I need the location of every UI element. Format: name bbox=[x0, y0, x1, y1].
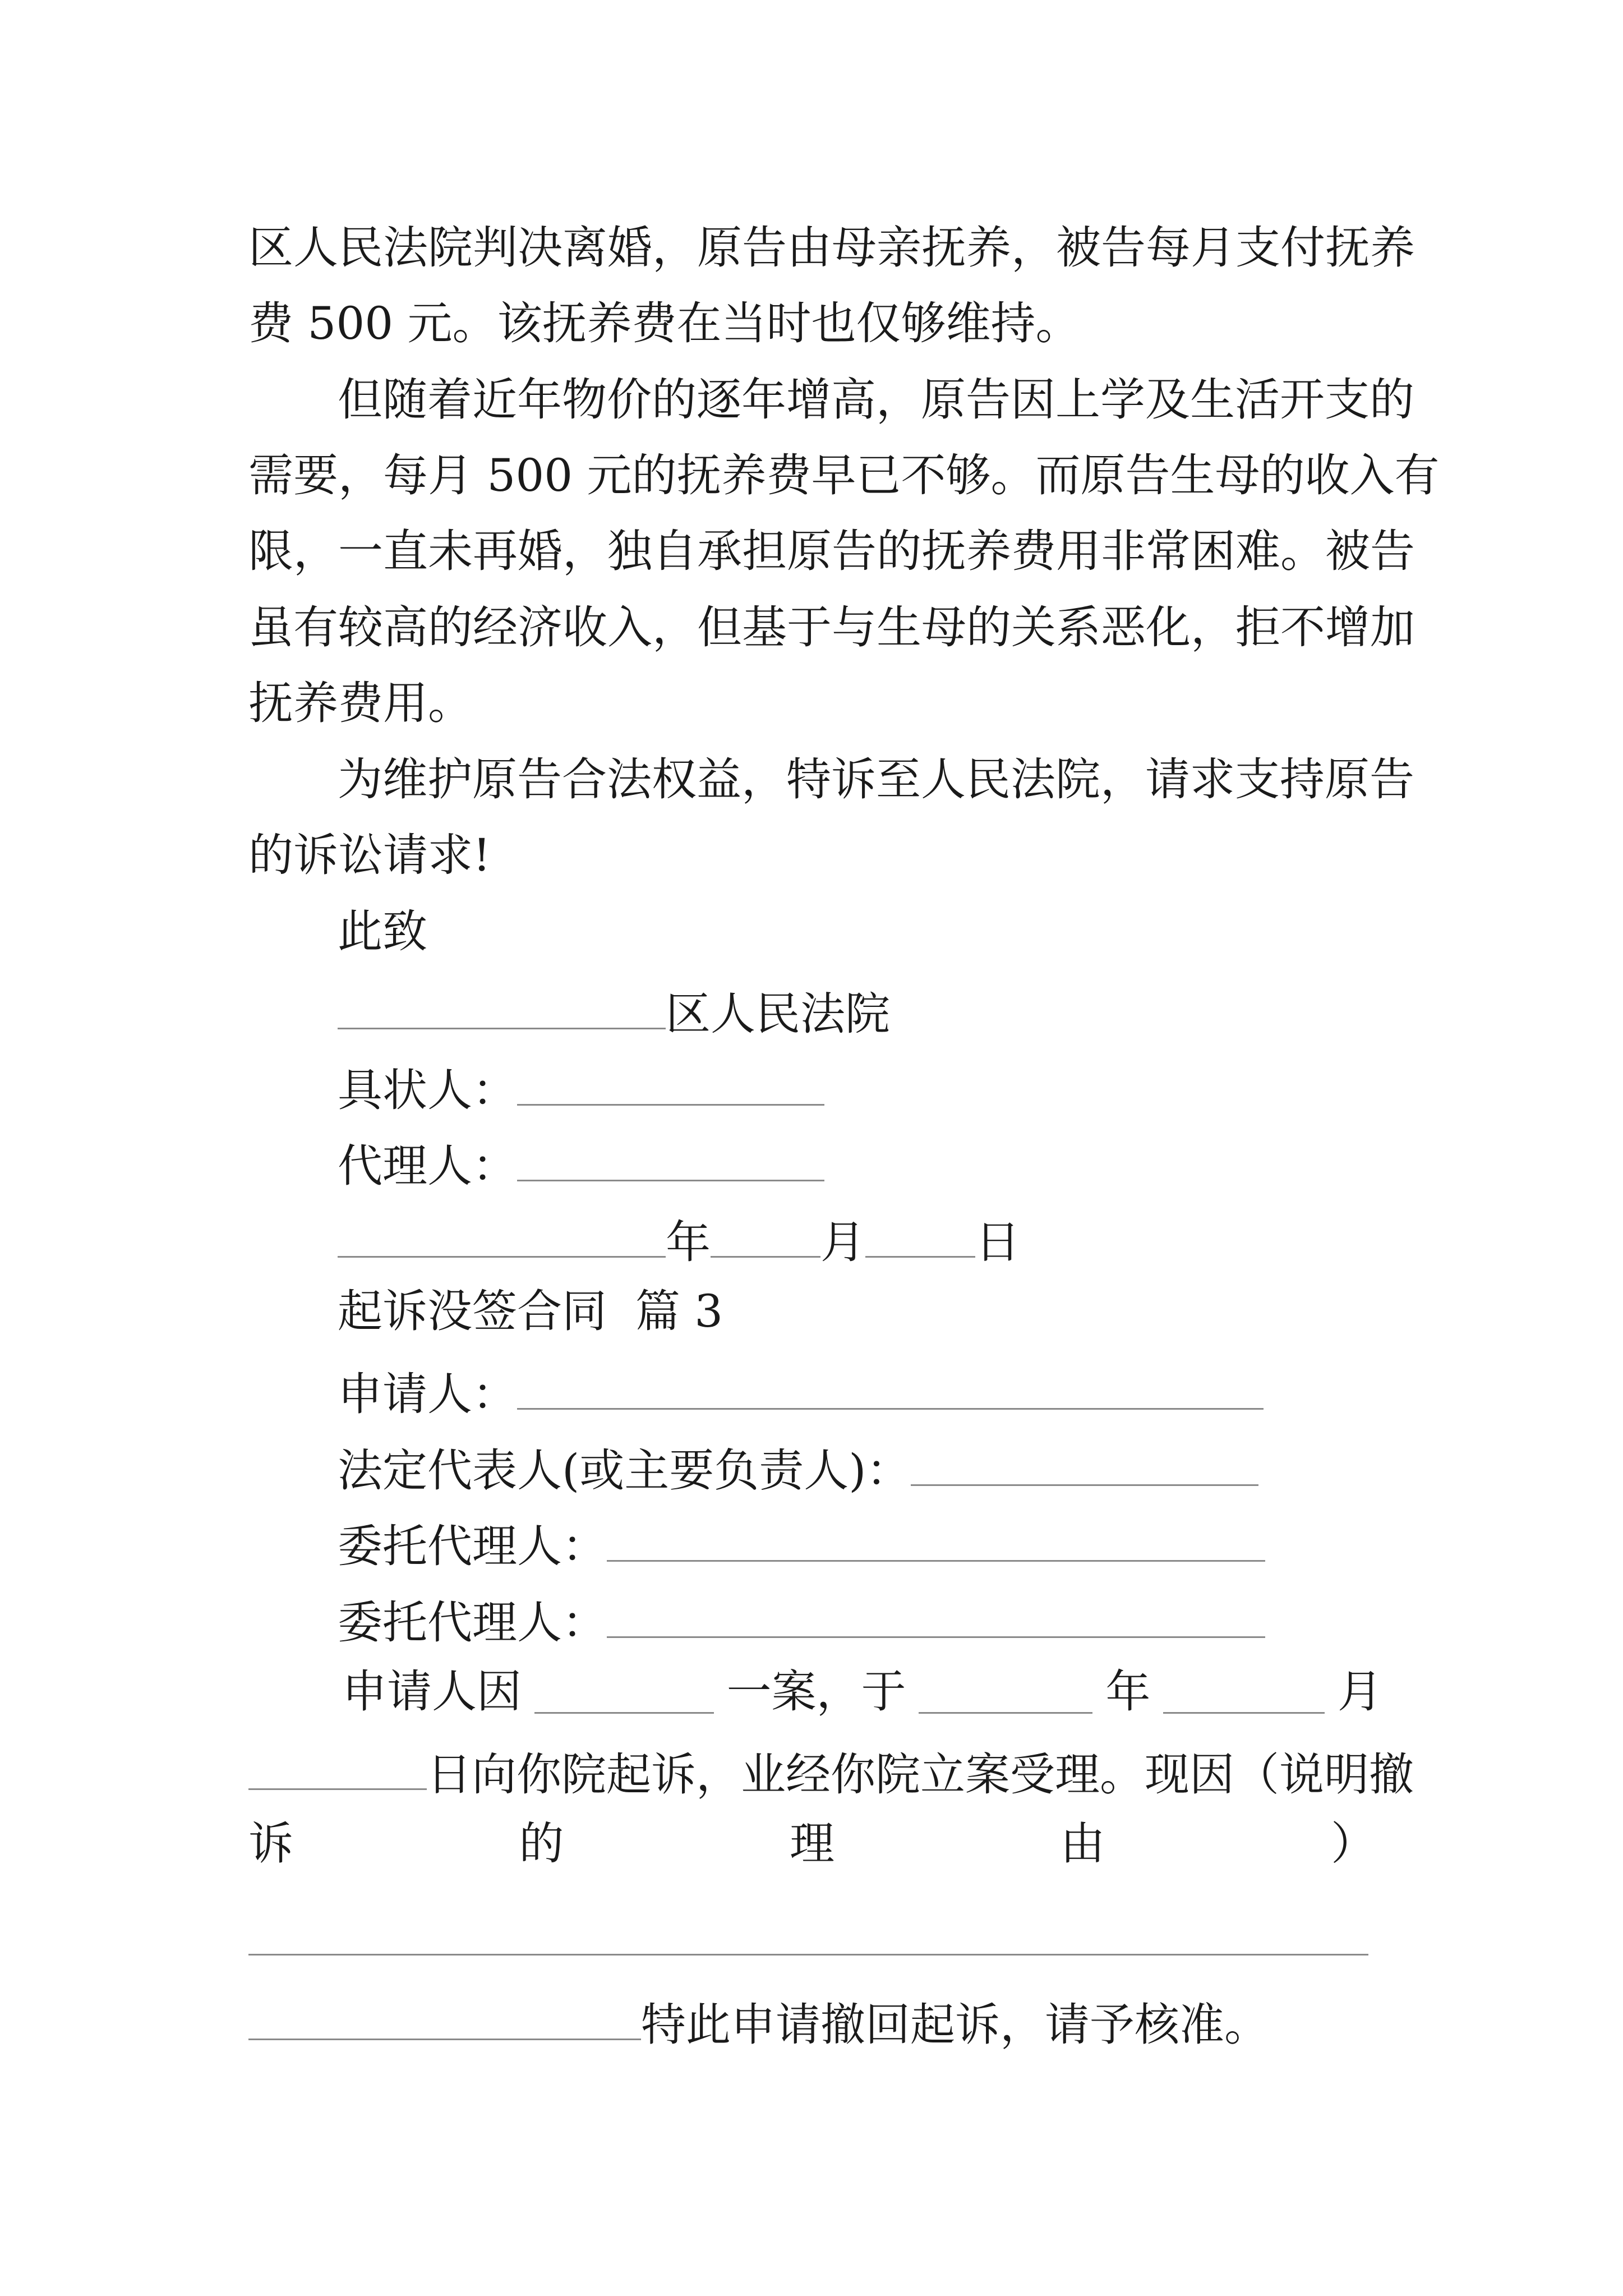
para2-line3: 限，一直未再婚，独自承担原告的抚养费用非常困难。被告 bbox=[248, 525, 1415, 577]
applicant-blank bbox=[517, 1365, 1264, 1410]
date-month: 月 bbox=[820, 1216, 865, 1268]
agent2-blank bbox=[607, 1594, 1265, 1638]
legal-rep-label: 法定代表人(或主要负责人)： bbox=[338, 1444, 911, 1497]
date-line bbox=[338, 1213, 1020, 1268]
body-line2-text: 日向你院起诉，业经你院立案受理。现因（说明撤 bbox=[427, 1749, 1414, 1801]
agent1-line bbox=[338, 1517, 1265, 1572]
agent-line bbox=[338, 1137, 824, 1192]
plaintiff-blank bbox=[517, 1061, 824, 1106]
reason-line bbox=[248, 1818, 1376, 1870]
agent2-line bbox=[338, 1594, 1265, 1649]
body-line2 bbox=[248, 1746, 1414, 1801]
plaintiff-line bbox=[338, 1061, 824, 1116]
para1-line1: 区人民法院判决离婚，原告由母亲抚养，被告每月支付抚养 bbox=[248, 222, 1415, 274]
applicant-line bbox=[338, 1365, 1264, 1420]
case-blank bbox=[534, 1669, 714, 1714]
filing-day-blank bbox=[248, 1746, 427, 1790]
reason-blank-rule bbox=[248, 1954, 1368, 1955]
applicant-because: 申请人因 bbox=[342, 1665, 522, 1718]
reason-char-4: 由 bbox=[1060, 1818, 1105, 1870]
date-year: 年 bbox=[666, 1216, 711, 1268]
para2-line4: 虽有较高的经济收入，但基于与生母的关系恶化，拒不增加 bbox=[248, 601, 1415, 654]
para2-line5: 抚养费用。 bbox=[248, 677, 473, 729]
legal-rep-blank bbox=[911, 1442, 1258, 1486]
case-text: 一案，于 bbox=[726, 1665, 906, 1718]
reason-char-5: ） bbox=[1331, 1818, 1376, 1870]
para3-line1: 为维护原告合法权益，特诉至人民法院，请求支持原告 bbox=[338, 753, 1414, 806]
reason-char-2: 的 bbox=[519, 1818, 564, 1870]
reason-char-1: 诉 bbox=[248, 1818, 293, 1870]
para3-line2: 的诉讼请求! bbox=[248, 829, 491, 881]
court-name-blank bbox=[338, 985, 666, 1029]
para1-line2: 费 500 元。该抚养费在当时也仅够维持。 bbox=[248, 297, 1081, 349]
day-blank bbox=[865, 1213, 975, 1258]
legal-rep-line bbox=[338, 1442, 1258, 1497]
filing-month-blank bbox=[1163, 1669, 1325, 1714]
agent-label: 代理人： bbox=[338, 1140, 517, 1192]
filing-month: 月 bbox=[1337, 1665, 1382, 1718]
agent2-label: 委托代理人： bbox=[338, 1596, 607, 1649]
section-heading: 起诉没签合同 篇 3 bbox=[338, 1285, 723, 1337]
para2-line1: 但随着近年物价的逐年增高，原告因上学及生活开支的 bbox=[338, 374, 1414, 426]
reason-char-3: 理 bbox=[790, 1818, 834, 1870]
final-text: 特此申请撤回起诉，请予核准。 bbox=[641, 1999, 1269, 2051]
body-line1 bbox=[342, 1665, 1382, 1718]
court-suffix: 区人民法院 bbox=[666, 988, 890, 1040]
filing-year: 年 bbox=[1105, 1665, 1151, 1718]
applicant-label: 申请人： bbox=[338, 1368, 517, 1420]
court-line bbox=[338, 985, 890, 1040]
month-blank bbox=[711, 1213, 820, 1258]
date-day: 日 bbox=[975, 1216, 1020, 1268]
agent-blank bbox=[517, 1137, 824, 1181]
final-line bbox=[248, 1996, 1269, 2051]
final-blank bbox=[248, 1996, 641, 2040]
filing-year-blank bbox=[919, 1669, 1092, 1714]
year-blank bbox=[338, 1213, 666, 1258]
salutation: 此致 bbox=[338, 905, 427, 958]
agent1-label: 委托代理人： bbox=[338, 1520, 607, 1572]
plaintiff-label: 具状人： bbox=[338, 1064, 517, 1116]
agent1-blank bbox=[607, 1517, 1265, 1562]
para2-line2: 需要，每月 500 元的抚养费早已不够。而原告生母的收入有 bbox=[248, 449, 1440, 501]
